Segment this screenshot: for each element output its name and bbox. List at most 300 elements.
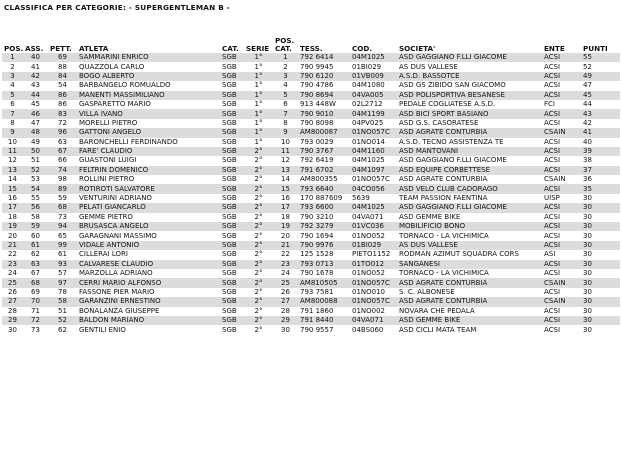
cell-tess: 790 9557 bbox=[298, 325, 350, 334]
cell-pos-cat: 27 bbox=[273, 297, 298, 306]
cell-pos: 17 bbox=[2, 203, 23, 212]
table-row bbox=[2, 203, 620, 212]
cell-pos: 23 bbox=[2, 260, 23, 269]
table-row bbox=[2, 297, 620, 306]
cell-ass: 71 bbox=[23, 307, 48, 316]
cell-punti: 30 bbox=[581, 316, 620, 325]
column-header-societa: SOCIETA' bbox=[399, 44, 436, 53]
table-row bbox=[2, 175, 620, 184]
cell-cod: 01VC036 bbox=[350, 222, 397, 231]
table-row bbox=[2, 194, 620, 203]
cell-tess: AM800087 bbox=[298, 128, 350, 137]
cell-serie: 1° bbox=[244, 91, 273, 100]
cell-serie: 2° bbox=[244, 260, 273, 269]
cell-cat: SGB bbox=[220, 297, 244, 306]
cell-pos: 19 bbox=[2, 222, 23, 231]
cell-pett: 66 bbox=[48, 156, 77, 165]
column-header-cod: COD. bbox=[352, 44, 373, 53]
cell-serie: 2° bbox=[244, 222, 273, 231]
cell-pett: 52 bbox=[48, 316, 77, 325]
cell-tess: 790 6120 bbox=[298, 72, 350, 81]
cell-ass: 44 bbox=[23, 91, 48, 100]
cell-cat: SGB bbox=[220, 91, 244, 100]
cell-societa: A.S.D. BASSOTCE bbox=[397, 72, 542, 81]
cell-punti: 49 bbox=[581, 72, 620, 81]
cell-societa: ASD GAGGIANO F.LLI GIACOME bbox=[397, 203, 542, 212]
cell-atleta: MORELLI PIETRO bbox=[77, 119, 220, 128]
cell-atleta: VILLA IVANO bbox=[77, 109, 220, 118]
cell-pos: 5 bbox=[2, 91, 23, 100]
cell-cat: SGB bbox=[220, 119, 244, 128]
cell-tess: 792 3279 bbox=[298, 222, 350, 231]
cell-atleta: BARONCHELLI FERDINANDO bbox=[77, 138, 220, 147]
cell-punti: 44 bbox=[581, 100, 620, 109]
cell-serie: 2° bbox=[244, 307, 273, 316]
cell-ente: ACSI bbox=[542, 325, 581, 334]
table-row bbox=[2, 81, 620, 90]
cell-serie: 1° bbox=[244, 100, 273, 109]
cell-tess: 793 6640 bbox=[298, 184, 350, 193]
cell-tess: 790 3210 bbox=[298, 213, 350, 222]
cell-cat: SGB bbox=[220, 307, 244, 316]
cell-cat: SGB bbox=[220, 147, 244, 156]
cell-pett: 67 bbox=[48, 147, 77, 156]
cell-ente: ACSI bbox=[542, 72, 581, 81]
cell-ass: 52 bbox=[23, 166, 48, 175]
cell-ente: ACSI bbox=[542, 203, 581, 212]
cell-cat: SGB bbox=[220, 138, 244, 147]
cell-punti: 30 bbox=[581, 203, 620, 212]
cell-pos: 22 bbox=[2, 250, 23, 259]
cell-ass: 53 bbox=[23, 175, 48, 184]
cell-pos-cat: 4 bbox=[273, 81, 298, 90]
cell-cod: 04M1160 bbox=[350, 147, 397, 156]
cell-cod: 01VB009 bbox=[350, 72, 397, 81]
cell-punti: 30 bbox=[581, 307, 620, 316]
cell-pos-cat: 25 bbox=[273, 278, 298, 287]
cell-pos-cat: 20 bbox=[273, 231, 298, 240]
cell-ass: 51 bbox=[23, 156, 48, 165]
cell-pos: 20 bbox=[2, 231, 23, 240]
cell-pett: 59 bbox=[48, 194, 77, 203]
cell-cod: 04M1097 bbox=[350, 166, 397, 175]
cell-pos-cat: 29 bbox=[273, 316, 298, 325]
cell-societa: TEAM PASSION FAENTINA bbox=[397, 194, 542, 203]
table-row bbox=[2, 260, 620, 269]
cell-societa: A.S.D. TECNO ASSISTENZA TE bbox=[397, 138, 542, 147]
table-row bbox=[2, 325, 620, 334]
cell-ente: ACSI bbox=[542, 147, 581, 156]
cell-punti: 52 bbox=[581, 62, 620, 71]
cell-punti: 43 bbox=[581, 109, 620, 118]
cell-ass: 62 bbox=[23, 250, 48, 259]
cell-cod: 01NO002 bbox=[350, 307, 397, 316]
cell-ass: 61 bbox=[23, 241, 48, 250]
cell-cat: SGB bbox=[220, 231, 244, 240]
cell-serie: 1° bbox=[244, 109, 273, 118]
cell-pett: 73 bbox=[48, 213, 77, 222]
cell-ente: ACSI bbox=[542, 316, 581, 325]
cell-ente: CSAIN bbox=[542, 297, 581, 306]
cell-cod: 01NO057C bbox=[350, 297, 397, 306]
cell-ass: 42 bbox=[23, 72, 48, 81]
cell-societa: ASD CICLI MATA TEAM bbox=[397, 325, 542, 334]
table-row bbox=[2, 147, 620, 156]
cell-ente: UISP bbox=[542, 194, 581, 203]
cell-ente: FCI bbox=[542, 100, 581, 109]
cell-pos-cat: 12 bbox=[273, 156, 298, 165]
cell-serie: 2° bbox=[244, 278, 273, 287]
cell-tess: 791 1860 bbox=[298, 307, 350, 316]
cell-pett: 63 bbox=[48, 138, 77, 147]
table-row bbox=[2, 138, 620, 147]
cell-pos: 14 bbox=[2, 175, 23, 184]
cell-punti: 30 bbox=[581, 194, 620, 203]
cell-atleta: CALVARESE CLAUDIO bbox=[77, 260, 220, 269]
cell-societa: ASD AGRATE CONTURBIA bbox=[397, 175, 542, 184]
cell-ente: ACSI bbox=[542, 288, 581, 297]
cell-punti: 35 bbox=[581, 184, 620, 193]
cell-societa: S. C. ALBONESE bbox=[397, 288, 542, 297]
cell-ass: 54 bbox=[23, 184, 48, 193]
cell-cat: SGB bbox=[220, 156, 244, 165]
cell-ente: ACSI bbox=[542, 269, 581, 278]
cell-cat: SGB bbox=[220, 175, 244, 184]
cell-pos: 13 bbox=[2, 166, 23, 175]
table-row bbox=[2, 100, 620, 109]
cell-cod: 04M1025 bbox=[350, 156, 397, 165]
cell-societa: ASD EQUIPE CORBETTESE bbox=[397, 166, 542, 175]
cell-cod: 02L2712 bbox=[350, 100, 397, 109]
cell-cat: SGB bbox=[220, 62, 244, 71]
table-row bbox=[2, 278, 620, 287]
cell-atleta: ROTIROTI SALVATORE bbox=[77, 184, 220, 193]
cell-ente: ACSI bbox=[542, 241, 581, 250]
cell-tess: 790 8098 bbox=[298, 119, 350, 128]
column-header-pos: POS. bbox=[4, 44, 24, 53]
cell-atleta: BOGO ALBERTO bbox=[77, 72, 220, 81]
cell-societa: ASD MANTOVANI bbox=[397, 147, 542, 156]
column-header-ass: ASS. bbox=[25, 44, 44, 53]
cell-pos-cat: 17 bbox=[273, 203, 298, 212]
cell-atleta: BALDON MARIANO bbox=[77, 316, 220, 325]
cell-pos-cat: 10 bbox=[273, 138, 298, 147]
cell-ass: 55 bbox=[23, 194, 48, 203]
cell-atleta: GUASTONI LUIGI bbox=[77, 156, 220, 165]
cell-pos: 12 bbox=[2, 156, 23, 165]
cell-punti: 30 bbox=[581, 241, 620, 250]
cell-atleta: ROLLINI PIETRO bbox=[77, 175, 220, 184]
cell-ass: 40 bbox=[23, 53, 48, 62]
cell-atleta: GEMME PIETRO bbox=[77, 213, 220, 222]
cell-pos-cat: 19 bbox=[273, 222, 298, 231]
cell-atleta: FARE' CLAUDIO bbox=[77, 147, 220, 156]
cell-pett: 99 bbox=[48, 241, 77, 250]
cell-serie: 2° bbox=[244, 288, 273, 297]
column-header-cat: CAT. bbox=[222, 44, 239, 53]
cell-serie: 2° bbox=[244, 250, 273, 259]
cell-punti: 30 bbox=[581, 278, 620, 287]
cell-cat: SGB bbox=[220, 269, 244, 278]
cell-ente: ACSI bbox=[542, 166, 581, 175]
cell-atleta: BRUSASCA ANGELO bbox=[77, 222, 220, 231]
cell-ente: ACSI bbox=[542, 184, 581, 193]
cell-cat: SGB bbox=[220, 213, 244, 222]
cell-cod: PIETO1152 bbox=[350, 250, 397, 259]
results-table bbox=[2, 34, 620, 335]
cell-cat: SGB bbox=[220, 316, 244, 325]
cell-punti: 30 bbox=[581, 297, 620, 306]
cell-ente: ACSI bbox=[542, 109, 581, 118]
cell-ente: ACSI bbox=[542, 231, 581, 240]
cell-tess: 790 4786 bbox=[298, 81, 350, 90]
cell-ente: ACSI bbox=[542, 53, 581, 62]
cell-tess: 790 9945 bbox=[298, 62, 350, 71]
cell-cat: SGB bbox=[220, 53, 244, 62]
cell-cod: 04VA071 bbox=[350, 213, 397, 222]
cell-pos: 7 bbox=[2, 109, 23, 118]
cell-atleta: VENTURINI ADRIANO bbox=[77, 194, 220, 203]
cell-ente: ACSI bbox=[542, 138, 581, 147]
cell-pos-cat: 18 bbox=[273, 213, 298, 222]
cell-atleta: PELATI GIANCARLO bbox=[77, 203, 220, 212]
cell-societa: ASD G.S. CASORATESE bbox=[397, 119, 542, 128]
cell-pett: 57 bbox=[48, 269, 77, 278]
cell-tess: 913 448W bbox=[298, 100, 350, 109]
cell-punti: 38 bbox=[581, 156, 620, 165]
cell-ass: 47 bbox=[23, 119, 48, 128]
cell-tess: 790 1694 bbox=[298, 231, 350, 240]
cell-ente: CSAIN bbox=[542, 278, 581, 287]
cell-pos-cat: 14 bbox=[273, 175, 298, 184]
table-row bbox=[2, 119, 620, 128]
cell-ente: ACSI bbox=[542, 62, 581, 71]
cell-tess: 170 887609 bbox=[298, 194, 350, 203]
cell-pos: 24 bbox=[2, 269, 23, 278]
cell-societa: ASD GEMME BIKE bbox=[397, 213, 542, 222]
table-header-row bbox=[2, 34, 620, 53]
cell-pett: 54 bbox=[48, 81, 77, 90]
cell-ass: 70 bbox=[23, 297, 48, 306]
cell-atleta: FELTRIN DOMENICO bbox=[77, 166, 220, 175]
cell-cod: 5639 bbox=[350, 194, 397, 203]
cell-tess: 790 3767 bbox=[298, 147, 350, 156]
cell-cod: 04BS060 bbox=[350, 325, 397, 334]
cell-pett: 61 bbox=[48, 250, 77, 259]
table-row bbox=[2, 269, 620, 278]
cell-cat: SGB bbox=[220, 325, 244, 334]
cell-pett: 62 bbox=[48, 325, 77, 334]
cell-ente: ACSI bbox=[542, 260, 581, 269]
cell-atleta: VIDALE ANTONIO bbox=[77, 241, 220, 250]
cell-cod: 04VA071 bbox=[350, 316, 397, 325]
cell-pett: 78 bbox=[48, 288, 77, 297]
column-header-atleta: ATLETA bbox=[79, 44, 109, 53]
cell-cat: SGB bbox=[220, 222, 244, 231]
cell-tess: 125 1528 bbox=[298, 250, 350, 259]
cell-atleta: SAMMARINI ENRICO bbox=[77, 53, 220, 62]
cell-ass: 45 bbox=[23, 100, 48, 109]
cell-punti: 40 bbox=[581, 138, 620, 147]
cell-atleta: CILLERAI LORI bbox=[77, 250, 220, 259]
cell-pos: 2 bbox=[2, 62, 23, 71]
cell-ass: 41 bbox=[23, 62, 48, 71]
table-row bbox=[2, 241, 620, 250]
table-row bbox=[2, 91, 620, 100]
cell-cod: 04M1080 bbox=[350, 81, 397, 90]
cell-pos-cat: 22 bbox=[273, 250, 298, 259]
cell-serie: 2° bbox=[244, 316, 273, 325]
cell-pos-cat: 16 bbox=[273, 194, 298, 203]
cell-ente: ACSI bbox=[542, 81, 581, 90]
cell-tess: AM800355 bbox=[298, 175, 350, 184]
cell-punti: 30 bbox=[581, 288, 620, 297]
cell-atleta: GATTONI ANGELO bbox=[77, 128, 220, 137]
cell-societa: PEDALE COGLIATESE A.S.D. bbox=[397, 100, 542, 109]
cell-atleta: BARBANGELO ROMUALDO bbox=[77, 81, 220, 90]
cell-pos: 30 bbox=[2, 325, 23, 334]
cell-punti: 30 bbox=[581, 325, 620, 334]
cell-pett: 65 bbox=[48, 231, 77, 240]
cell-cat: SGB bbox=[220, 100, 244, 109]
cell-ass: 73 bbox=[23, 325, 48, 334]
cell-tess: 790 9976 bbox=[298, 241, 350, 250]
cell-cat: SGB bbox=[220, 184, 244, 193]
cell-pos-cat: 3 bbox=[273, 72, 298, 81]
cell-ass: 69 bbox=[23, 288, 48, 297]
table-row bbox=[2, 109, 620, 118]
cell-pos-cat: 5 bbox=[273, 91, 298, 100]
table-row bbox=[2, 307, 620, 316]
cell-ass: 63 bbox=[23, 260, 48, 269]
cell-ente: CSAIN bbox=[542, 175, 581, 184]
cell-serie: 1° bbox=[244, 138, 273, 147]
cell-punti: 42 bbox=[581, 119, 620, 128]
cell-ass: 49 bbox=[23, 138, 48, 147]
cell-atleta: CERRI MARIO ALFONSO bbox=[77, 278, 220, 287]
cell-cod: 04M1025 bbox=[350, 53, 397, 62]
cell-pos: 10 bbox=[2, 138, 23, 147]
cell-pett: 51 bbox=[48, 307, 77, 316]
table-body bbox=[2, 53, 620, 335]
cell-serie: 1° bbox=[244, 128, 273, 137]
cell-pett: 86 bbox=[48, 100, 77, 109]
cell-cod: 04M1199 bbox=[350, 109, 397, 118]
cell-ente: ACSI bbox=[542, 307, 581, 316]
cell-punti: 36 bbox=[581, 175, 620, 184]
cell-cat: SGB bbox=[220, 278, 244, 287]
cell-cod: 01NO057C bbox=[350, 175, 397, 184]
table-row bbox=[2, 166, 620, 175]
cell-pos: 1 bbox=[2, 53, 23, 62]
cell-serie: 1° bbox=[244, 62, 273, 71]
cell-punti: 30 bbox=[581, 231, 620, 240]
cell-punti: 41 bbox=[581, 128, 620, 137]
cell-ente: ACSI bbox=[542, 119, 581, 128]
cell-punti: 30 bbox=[581, 213, 620, 222]
cell-pos-cat: 24 bbox=[273, 269, 298, 278]
cell-tess: 791 8440 bbox=[298, 316, 350, 325]
cell-ass: 50 bbox=[23, 147, 48, 156]
table-row bbox=[2, 231, 620, 240]
cell-cat: SGB bbox=[220, 81, 244, 90]
cell-pos: 21 bbox=[2, 241, 23, 250]
cell-pos: 16 bbox=[2, 194, 23, 203]
cell-cod: 04CO056 bbox=[350, 184, 397, 193]
cell-pos: 29 bbox=[2, 316, 23, 325]
cell-cat: SGB bbox=[220, 288, 244, 297]
cell-societa: ASD GAGGIANO F.LLI GIACOME bbox=[397, 156, 542, 165]
table-row bbox=[2, 62, 620, 71]
cell-punti: 37 bbox=[581, 166, 620, 175]
cell-serie: 2° bbox=[244, 166, 273, 175]
cell-pos-cat: 23 bbox=[273, 260, 298, 269]
cell-pos-cat: 28 bbox=[273, 307, 298, 316]
cell-tess: 792 6419 bbox=[298, 156, 350, 165]
cell-atleta: FASSONE PIER MARIO bbox=[77, 288, 220, 297]
cell-cod: 01NO057C bbox=[350, 128, 397, 137]
cell-tess: 790 9010 bbox=[298, 109, 350, 118]
cell-ente: ASI bbox=[542, 250, 581, 259]
cell-pett: 86 bbox=[48, 91, 77, 100]
cell-pos-cat: 13 bbox=[273, 166, 298, 175]
cell-serie: 1° bbox=[244, 72, 273, 81]
column-header-serie: SERIE bbox=[246, 44, 270, 53]
cell-serie: 2° bbox=[244, 156, 273, 165]
cell-serie: 2° bbox=[244, 241, 273, 250]
cell-cod: 01BI029 bbox=[350, 62, 397, 71]
cell-societa: ASD POLISPORTIVA BESANESE bbox=[397, 91, 542, 100]
cell-cat: SGB bbox=[220, 194, 244, 203]
cell-pos-cat: 15 bbox=[273, 184, 298, 193]
cell-societa: ASD VELO CLUB CADORAGO bbox=[397, 184, 542, 193]
cell-pett: 97 bbox=[48, 278, 77, 287]
column-header-pos-cat: POS. CAT. bbox=[275, 36, 295, 53]
cell-pett: 58 bbox=[48, 297, 77, 306]
cell-cod: 04PV025 bbox=[350, 119, 397, 128]
cell-cod: 01NO052 bbox=[350, 231, 397, 240]
cell-pos-cat: 30 bbox=[273, 325, 298, 334]
cell-atleta: GARAGNANI MASSIMO bbox=[77, 231, 220, 240]
cell-pos-cat: 8 bbox=[273, 119, 298, 128]
table-row bbox=[2, 184, 620, 193]
cell-cat: SGB bbox=[220, 250, 244, 259]
cell-cod: 04VA005 bbox=[350, 91, 397, 100]
cell-societa: NOVARA CHE PEDALA bbox=[397, 307, 542, 316]
cell-cat: SGB bbox=[220, 260, 244, 269]
cell-pos-cat: 7 bbox=[273, 109, 298, 118]
cell-pett: 72 bbox=[48, 119, 77, 128]
cell-pos: 15 bbox=[2, 184, 23, 193]
cell-societa: ASD AGRATE CONTURBIA bbox=[397, 278, 542, 287]
cell-serie: 2° bbox=[244, 175, 273, 184]
page-title: CLASSIFICA PER CATEGORIE: - SUPERGENTLEMAN B - bbox=[4, 3, 230, 12]
cell-ass: 43 bbox=[23, 81, 48, 90]
cell-pett: 89 bbox=[48, 184, 77, 193]
cell-atleta: GASPARETTO MARIO bbox=[77, 100, 220, 109]
cell-punti: 30 bbox=[581, 260, 620, 269]
cell-pett: 96 bbox=[48, 128, 77, 137]
cell-atleta: GARANZINI ERNESTINO bbox=[77, 297, 220, 306]
cell-cat: SGB bbox=[220, 203, 244, 212]
cell-cod: 04M1025 bbox=[350, 203, 397, 212]
cell-ass: 58 bbox=[23, 213, 48, 222]
cell-tess: AM800088 bbox=[298, 297, 350, 306]
column-header-tess: TESS. bbox=[300, 44, 323, 53]
column-header-ente: ENTE bbox=[544, 44, 565, 53]
table-row bbox=[2, 213, 620, 222]
cell-ass: 59 bbox=[23, 222, 48, 231]
